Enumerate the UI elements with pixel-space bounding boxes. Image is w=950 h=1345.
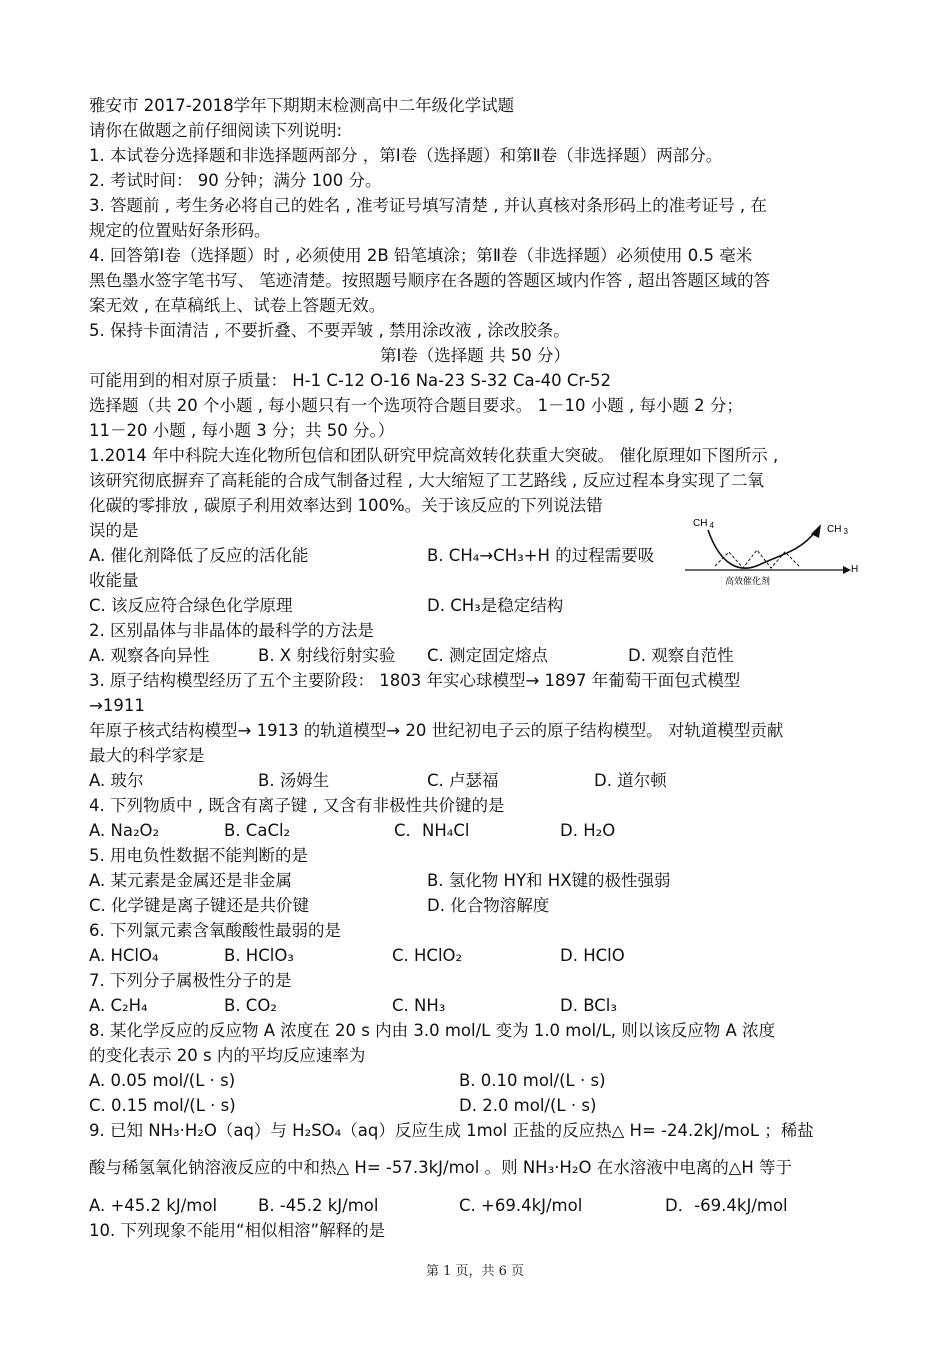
q8-option-a: A. 0.05 mol/(L · s) [89,1071,236,1090]
instructions-intro: 请你在做题之前仔细阅读下列说明: [89,121,343,140]
q4-option-a: A. Na₂O₂ [89,821,160,840]
q3-stem-line-2: →1911 [89,696,145,715]
h-label: H [851,564,859,575]
atomic-masses: 可能用到的相对原子质量： H-1 C-12 O-16 Na-23 S-32 Ca-40 Cr-52 [89,371,612,390]
instruction-5: 5. 保持卡面清洁 , 不要折叠、不要弄皱 , 禁用涂改液 , 涂改胶条。 [89,321,570,340]
q4-stem: 4. 下列物质中 , 既含有离子键 , 又含有非极性共价键的是 [89,796,505,815]
q1-stem-line-3: 化碳的零排放 , 碳原子利用效率达到 100%。关于该反应的下列说法错 [89,496,603,515]
ch4-label: CH $_4$ [693,518,714,530]
ch3-label: CH $_3$ [827,524,848,536]
instruction-4-line-2: 黑色墨水签字笔书写、 笔迹清楚。按照题号顺序在各题的答题区域内作答 , 超出答题区域的答 [89,271,770,290]
q9-option-c: C. +69.4kJ/mol [459,1196,583,1215]
q10-stem: 10. 下列现象不能用“相似相溶”解释的是 [89,1221,386,1240]
q1-option-a: A. 催化剂降低了反应的活化能 [89,546,309,565]
q4-option-b: B. CaCl₂ [224,821,291,840]
q9-stem-line-2: 酸与稀氢氧化钠溶液反应的中和热△ H= -57.3kJ/mol 。则 NH₃·H₂O 在水溶液中电离的△H 等于 [89,1158,793,1177]
q7-option-d: D. BCl₃ [560,996,617,1015]
q3-option-d: D. 道尔顿 [594,771,667,790]
q3-option-a: A. 玻尔 [89,771,144,790]
q8-stem-line-1: 8. 某化学反应的反应物 A 浓度在 20 s 内由 3.0 mol/L 变为 1.0 mol/L, 则以该反应物 A 浓度 [89,1021,776,1040]
q5-option-a: A. 某元素是金属还是非金属 [89,871,292,890]
q9-option-d: D．-69.4kJ/mol [665,1196,788,1215]
q4-option-d: D. H₂O [560,821,616,840]
surface-arrow-head [843,566,851,574]
q5-option-b: B. 氢化物 HY和 HX键的极性强弱 [427,871,671,890]
q6-option-c: C. HClO₂ [392,946,463,965]
q1-stem-line-2: 该研究彻底摒弃了高耗能的合成气制备过程 , 大大缩短了工艺路线 , 反应过程本身实现了二氧 [89,471,764,490]
q8-stem-line-2: 的变化表示 20 s 内的平均反应速率为 [89,1046,366,1065]
q7-option-c: C. NH₃ [392,996,446,1015]
q2-option-a: A. 观察各向异性 [89,646,210,665]
instruction-1: 1. 本试卷分选择题和非选择题两部分 ，第Ⅰ卷（选择题）和第Ⅱ卷（非选择题）两部分。 [89,146,723,165]
q9-option-a: A. +45.2 kJ/mol [89,1196,218,1215]
catalysis-diagram [683,512,863,590]
q4-option-c: C．NH₄Cl [394,821,470,840]
q2-option-b: B. X 射线衍射实验 [258,646,396,665]
q5-stem: 5. 用电负性数据不能判断的是 [89,846,308,865]
section-title: 第Ⅰ卷（选择题 共 50 分） [379,346,571,365]
q1-stem-line-1: 1.2014 年中科院大连化物所包信和团队研究甲烷高效转化获重大突破。 催化原理如下图所示 , [89,446,779,465]
q1-stem-line-4: 误的是 [89,521,139,540]
q2-option-d: D. 观察自范性 [628,646,734,665]
q3-option-c: C. 卢瑟福 [427,771,499,790]
q7-stem: 7. 下列分子属极性分子的是 [89,971,292,990]
q3-stem-line-3: 年原子核式结构模型→ 1913 的轨道模型→ 20 世纪初电子云的原子结构模型。 对轨道模型贡献 [89,721,784,740]
instruction-3-line-1: 3. 答题前 , 考生务必将自己的姓名 , 准考证号填写清楚 , 并认真核对条形码上的准考证号 , 在 [89,196,767,215]
q6-option-a: A. HClO₄ [89,946,159,965]
catalyst-label: 高效催化剂 [725,576,771,586]
q9-option-b: B. -45.2 kJ/mol [258,1196,379,1215]
q3-stem-line-1: 3. 原子结构模型经历了五个主要阶段： 1803 年实心球模型→ 1897 年葡萄干面包式模型 [89,671,741,690]
instruction-4-line-1: 4. 回答第Ⅰ卷（选择题）时 , 必须使用 2B 铅笔填涂；第Ⅱ卷（非选择题）必须使用 0.5 毫米 [89,246,753,265]
q1-option-b-continued: 收能量 [89,571,139,590]
q3-option-b: B. 汤姆生 [258,771,330,790]
instruction-2: 2. 考试时间： 90 分钟；满分 100 分。 [89,171,382,190]
q5-option-d: D. 化合物溶解度 [427,896,550,915]
q7-option-b: B. CO₂ [224,996,277,1015]
q6-option-d: D. HClO [560,946,625,965]
q8-option-b: B. 0.10 mol/(L · s) [459,1071,606,1090]
q8-option-c: C. 0.15 mol/(L · s) [89,1096,236,1115]
q6-option-b: B. HClO₃ [224,946,294,965]
q6-stem: 6. 下列氯元素含氧酸酸性最弱的是 [89,921,341,940]
instruction-3-line-2: 规定的位置贴好条形码。 [89,221,271,240]
choice-description-line-1: 选择题（共 20 个小题 , 每小题只有一个选项符合题目要求。 1－10 小题 , 每小题 2 分； [89,396,743,415]
instruction-4-line-3: 案无效 , 在草稿纸上、试卷上答题无效。 [89,296,386,315]
q2-stem: 2. 区别晶体与非晶体的最科学的方法是 [89,621,374,640]
exam-title: 雅安市 2017-2018学年下期期末检测高中二年级化学试题 [89,96,515,115]
q7-option-a: A. C₂H₄ [89,996,148,1015]
q2-option-c: C. 测定固定熔点 [427,646,549,665]
q1-option-d: D. CH₃是稳定结构 [427,596,564,615]
q9-stem-line-1: 9. 已知 NH₃·H₂O（aq）与 H₂SO₄（aq）反应生成 1mol 正盐的反应热△ H= -24.2kJ/moL ；稀盐 [89,1121,814,1140]
choice-description-line-2: 11－20 小题 , 每小题 3 分；共 50 分。） [89,421,395,440]
q1-option-b: B. CH₄→CH₃+H 的过程需要吸 [427,546,655,565]
q1-option-c: C. 该反应符合绿色化学原理 [89,596,293,615]
q5-option-c: C. 化学键是离子键还是共价键 [89,896,310,915]
page-footer: 第 1 页，共 6 页 [425,1264,525,1279]
q8-option-d: D. 2.0 mol/(L · s) [459,1096,597,1115]
reaction-path-curve [708,530,815,568]
q3-stem-line-4: 最大的科学家是 [89,746,205,765]
